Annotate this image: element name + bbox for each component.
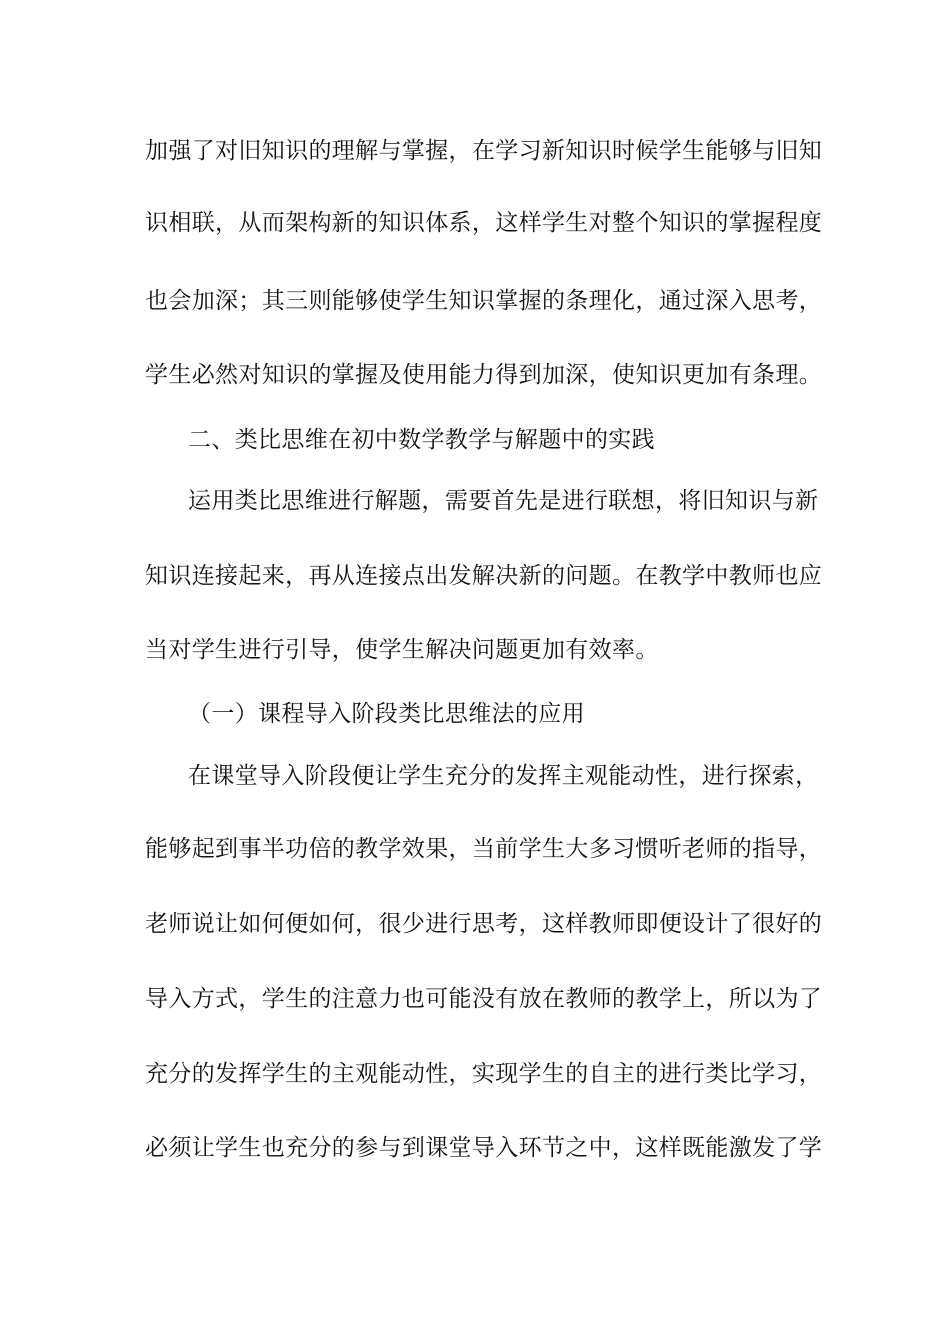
paragraph-line: 老师说让如何便如何，很少进行思考，这样教师即便设计了很好的 (145, 911, 823, 937)
paragraph-line: 识相联，从而架构新的知识体系，这样学生对整个知识的掌握程度 (145, 210, 823, 236)
paragraph-line: 学生必然对知识的掌握及使用能力得到加深，使知识更加有条理。 (145, 362, 823, 388)
section-heading: 二、类比思维在初中数学教学与解题中的实践 (188, 427, 655, 453)
paragraph-line: 在课堂导入阶段便让学生充分的发挥主观能动性，进行探索， (188, 763, 819, 789)
paragraph-line: 加强了对旧知识的理解与掌握，在学习新知识时候学生能够与旧知 (145, 138, 823, 164)
paragraph-line: 能够起到事半功倍的教学效果，当前学生大多习惯听老师的指导， (145, 836, 823, 862)
paragraph-line: 导入方式，学生的注意力也可能没有放在教师的教学上，所以为了 (145, 986, 823, 1012)
paragraph-line: 充分的发挥学生的主观能动性，实现学生的自主的进行类比学习， (145, 1061, 823, 1087)
paragraph-line: 知识连接起来，再从连接点出发解决新的问题。在教学中教师也应 (145, 563, 823, 589)
paragraph-line: 必须让学生也充分的参与到课堂导入环节之中，这样既能激发了学 (145, 1135, 823, 1161)
paragraph-line: 当对学生进行引导，使学生解决问题更加有效率。 (145, 637, 659, 663)
paragraph-line: 运用类比思维进行解题，需要首先是进行联想，将旧知识与新 (188, 488, 819, 514)
subsection-heading: （一）课程导入阶段类比思维法的应用 (188, 701, 585, 727)
paragraph-line: 也会加深；其三则能够使学生知识掌握的条理化，通过深入思考， (145, 288, 823, 314)
